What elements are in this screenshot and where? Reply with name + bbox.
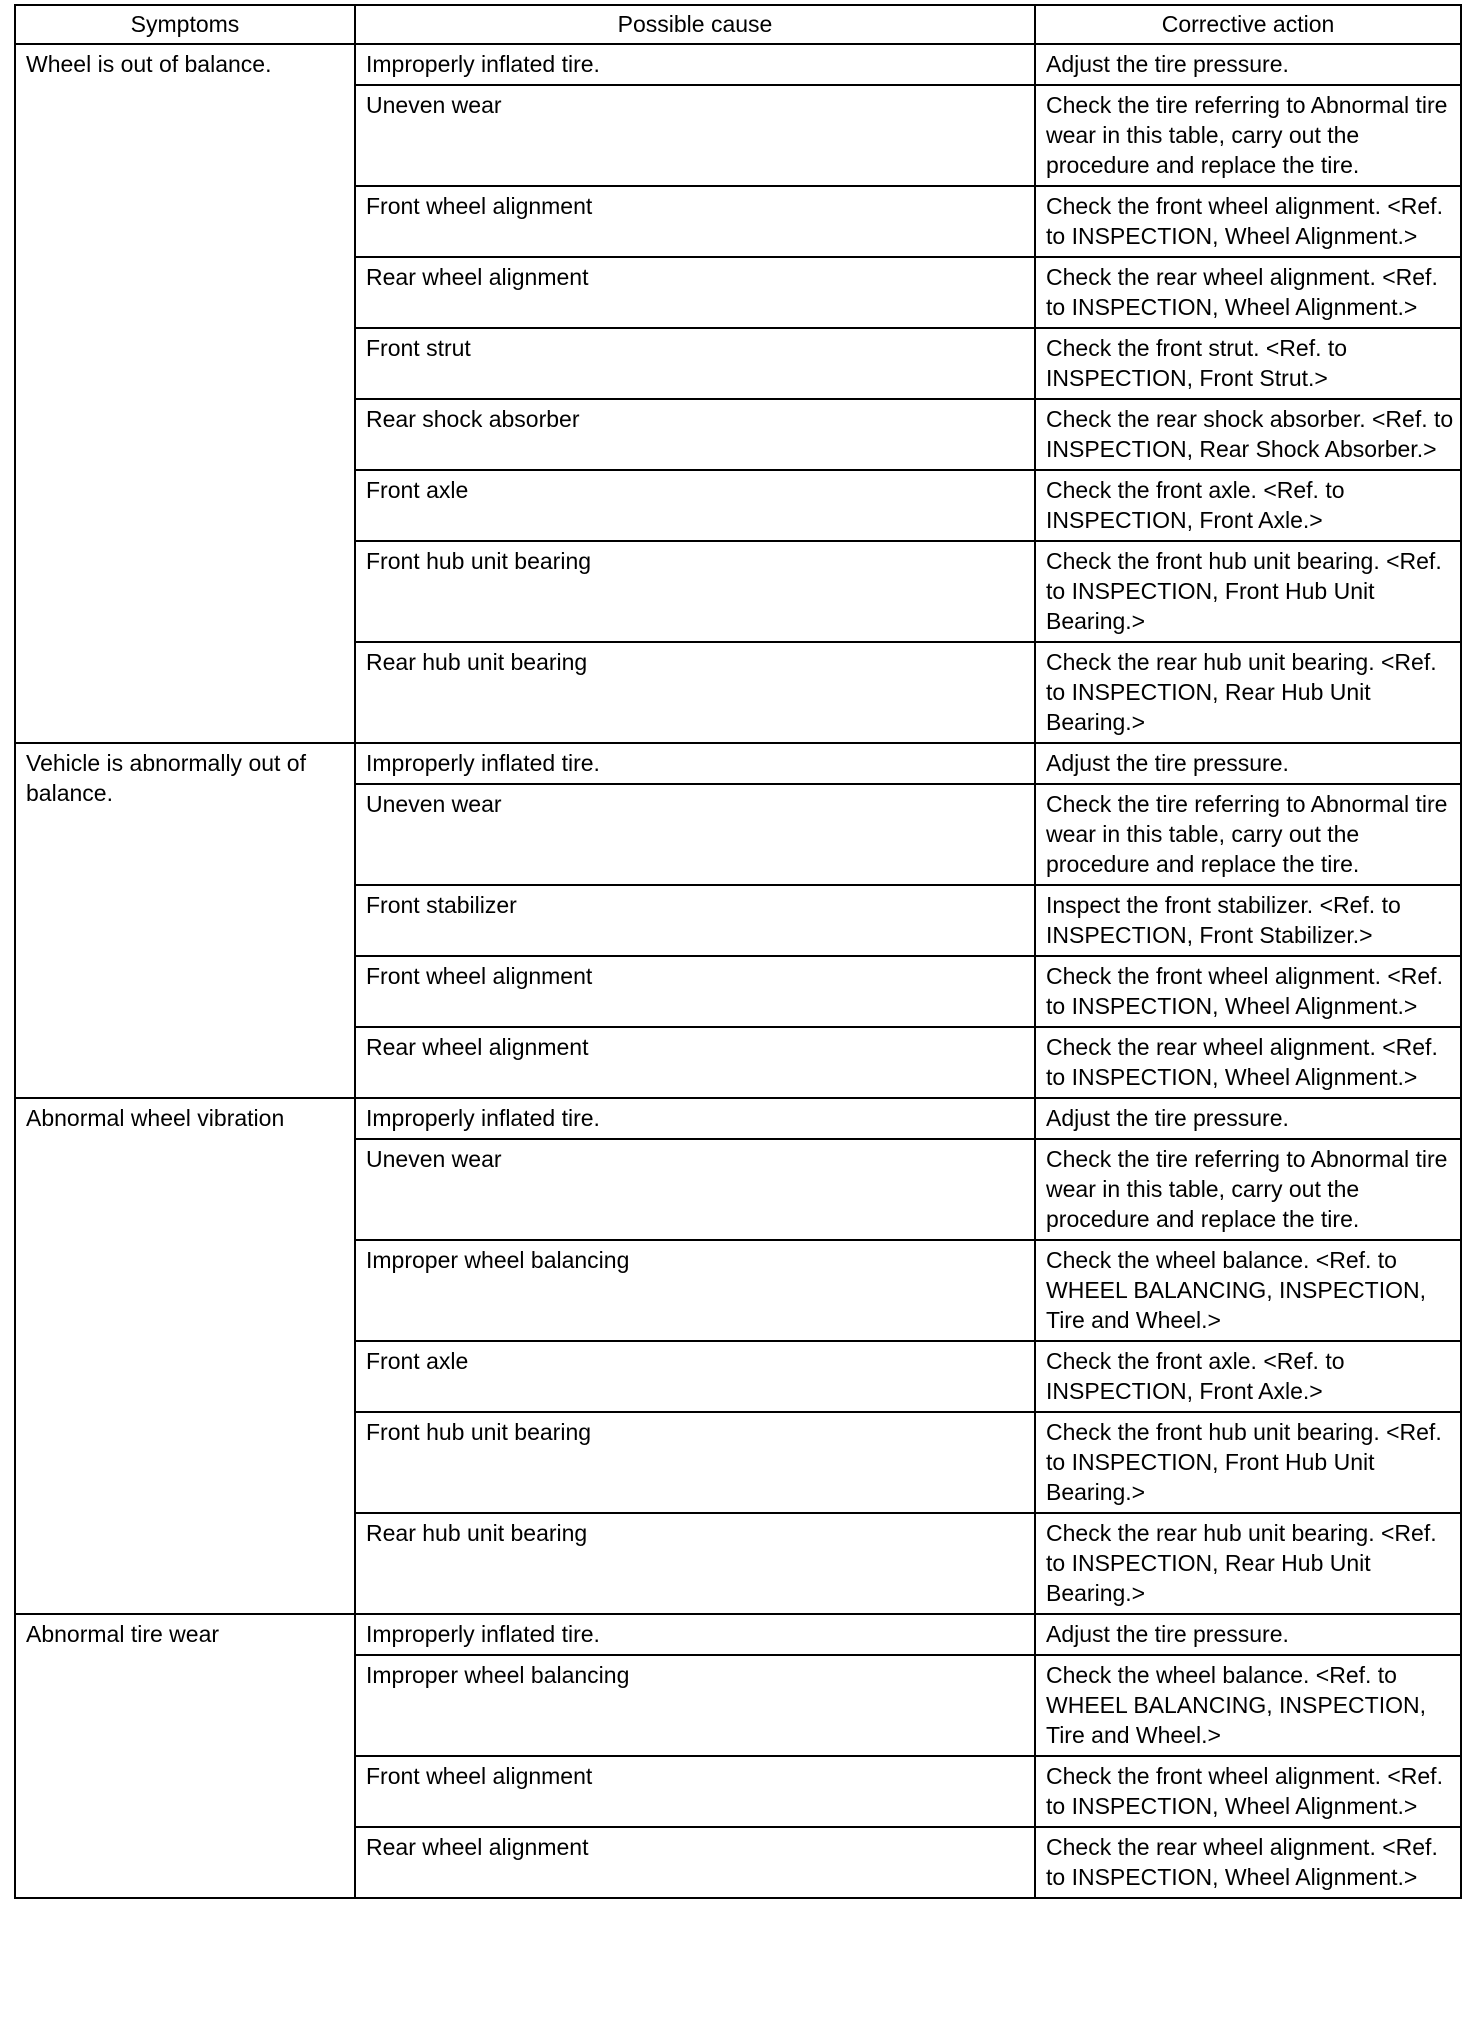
possible-cause-cell: Front wheel alignment [355,1756,1035,1827]
possible-cause-cell: Improperly inflated tire. [355,44,1035,85]
header-corrective-action: Corrective action [1035,5,1461,44]
corrective-action-cell: Check the front hub unit bearing. <Ref. to INSPECTION, Front Hub Unit Bearing.> [1035,1412,1461,1513]
possible-cause-cell: Rear wheel alignment [355,1827,1035,1898]
corrective-action-cell: Check the front wheel alignment. <Ref. to INSPECTION, Wheel Alignment.> [1035,1756,1461,1827]
corrective-action-cell: Adjust the tire pressure. [1035,1614,1461,1655]
possible-cause-cell: Front strut [355,328,1035,399]
possible-cause-cell: Uneven wear [355,784,1035,885]
corrective-action-cell: Check the tire referring to Abnormal tire wear in this table, carry out the procedure and replace the tire. [1035,784,1461,885]
possible-cause-cell: Uneven wear [355,1139,1035,1240]
possible-cause-cell: Rear wheel alignment [355,1027,1035,1098]
symptom-cell: Wheel is out of balance. [15,44,355,743]
corrective-action-cell: Check the rear wheel alignment. <Ref. to INSPECTION, Wheel Alignment.> [1035,1827,1461,1898]
possible-cause-cell: Improperly inflated tire. [355,743,1035,784]
corrective-action-cell: Check the tire referring to Abnormal tire wear in this table, carry out the procedure and replace the tire. [1035,85,1461,186]
corrective-action-cell: Check the rear wheel alignment. <Ref. to INSPECTION, Wheel Alignment.> [1035,1027,1461,1098]
header-symptoms: Symptoms [15,5,355,44]
symptom-cell: Vehicle is abnormally out of balance. [15,743,355,1098]
possible-cause-cell: Improper wheel balancing [355,1240,1035,1341]
corrective-action-cell: Adjust the tire pressure. [1035,743,1461,784]
possible-cause-cell: Front wheel alignment [355,186,1035,257]
possible-cause-cell: Rear hub unit bearing [355,642,1035,743]
table-row [15,743,1461,784]
possible-cause-cell: Front hub unit bearing [355,541,1035,642]
possible-cause-cell: Uneven wear [355,85,1035,186]
corrective-action-cell: Check the rear shock absorber. <Ref. to INSPECTION, Rear Shock Absorber.> [1035,399,1461,470]
corrective-action-cell: Check the wheel balance. <Ref. to WHEEL BALANCING, INSPECTION, Tire and Wheel.> [1035,1240,1461,1341]
corrective-action-cell: Check the front hub unit bearing. <Ref. to INSPECTION, Front Hub Unit Bearing.> [1035,541,1461,642]
possible-cause-cell: Rear shock absorber [355,399,1035,470]
corrective-action-cell: Check the front wheel alignment. <Ref. to INSPECTION, Wheel Alignment.> [1035,186,1461,257]
header-possible-cause: Possible cause [355,5,1035,44]
corrective-action-cell: Adjust the tire pressure. [1035,1098,1461,1139]
possible-cause-cell: Front axle [355,470,1035,541]
corrective-action-cell: Check the rear hub unit bearing. <Ref. to INSPECTION, Rear Hub Unit Bearing.> [1035,642,1461,743]
table-row [15,1614,1461,1655]
table-row [15,44,1461,85]
corrective-action-cell: Check the tire referring to Abnormal tire wear in this table, carry out the procedure and replace the tire. [1035,1139,1461,1240]
symptom-cell: Abnormal tire wear [15,1614,355,1898]
possible-cause-cell: Rear wheel alignment [355,257,1035,328]
table-row [15,1098,1461,1139]
possible-cause-cell: Front axle [355,1341,1035,1412]
possible-cause-cell: Front stabilizer [355,885,1035,956]
troubleshooting-document [14,4,1460,1899]
corrective-action-cell: Check the front wheel alignment. <Ref. to INSPECTION, Wheel Alignment.> [1035,956,1461,1027]
table-body [15,44,1461,1898]
corrective-action-cell: Check the rear hub unit bearing. <Ref. to INSPECTION, Rear Hub Unit Bearing.> [1035,1513,1461,1614]
corrective-action-cell: Check the front axle. <Ref. to INSPECTION, Front Axle.> [1035,470,1461,541]
possible-cause-cell: Improper wheel balancing [355,1655,1035,1756]
corrective-action-cell: Inspect the front stabilizer. <Ref. to INSPECTION, Front Stabilizer.> [1035,885,1461,956]
troubleshooting-table [14,4,1462,1899]
corrective-action-cell: Adjust the tire pressure. [1035,44,1461,85]
header-row [15,5,1461,44]
symptom-cell: Abnormal wheel vibration [15,1098,355,1614]
possible-cause-cell: Front wheel alignment [355,956,1035,1027]
corrective-action-cell: Check the wheel balance. <Ref. to WHEEL BALANCING, INSPECTION, Tire and Wheel.> [1035,1655,1461,1756]
corrective-action-cell: Check the front axle. <Ref. to INSPECTION, Front Axle.> [1035,1341,1461,1412]
possible-cause-cell: Rear hub unit bearing [355,1513,1035,1614]
possible-cause-cell: Front hub unit bearing [355,1412,1035,1513]
corrective-action-cell: Check the rear wheel alignment. <Ref. to INSPECTION, Wheel Alignment.> [1035,257,1461,328]
corrective-action-cell: Check the front strut. <Ref. to INSPECTION, Front Strut.> [1035,328,1461,399]
possible-cause-cell: Improperly inflated tire. [355,1614,1035,1655]
possible-cause-cell: Improperly inflated tire. [355,1098,1035,1139]
